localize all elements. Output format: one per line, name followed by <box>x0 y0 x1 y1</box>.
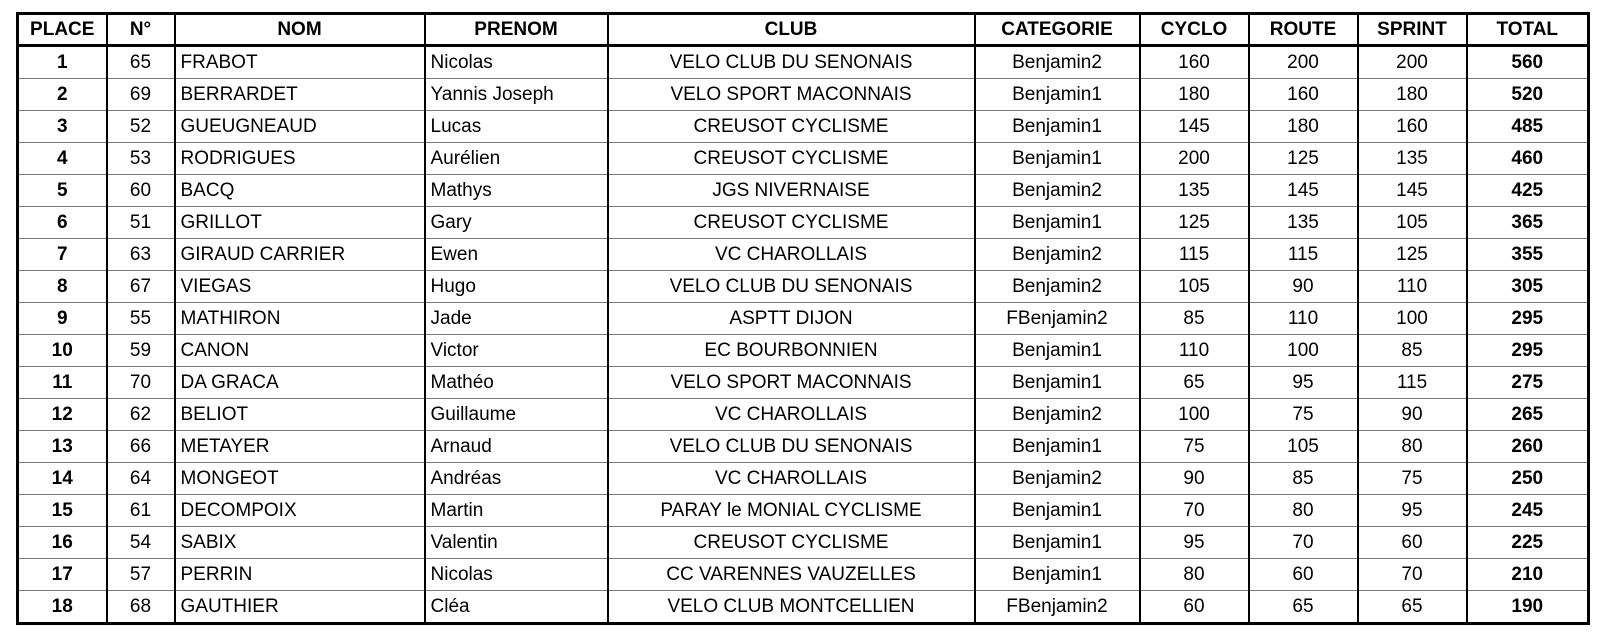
cell-sprint: 160 <box>1358 111 1467 143</box>
cell-number: 68 <box>107 591 175 624</box>
table-row <box>18 399 1589 431</box>
cell-nom: GIRAUD CARRIER <box>175 239 425 271</box>
cell-prenom: Hugo <box>425 271 608 303</box>
results-body <box>18 46 1589 624</box>
table-row <box>18 271 1589 303</box>
cell-prenom: Mathéo <box>425 367 608 399</box>
cell-route: 145 <box>1249 175 1358 207</box>
cell-prenom: Arnaud <box>425 431 608 463</box>
cell-place: 18 <box>18 591 107 624</box>
cell-categorie: Benjamin2 <box>975 463 1140 495</box>
cell-prenom: Victor <box>425 335 608 367</box>
cell-club: VELO CLUB MONTCELLIEN <box>608 591 975 624</box>
cell-route: 100 <box>1249 335 1358 367</box>
cell-cyclo: 60 <box>1140 591 1249 624</box>
cell-categorie: Benjamin2 <box>975 46 1140 79</box>
results-table <box>16 12 1590 625</box>
cell-number: 61 <box>107 495 175 527</box>
cell-cyclo: 100 <box>1140 399 1249 431</box>
cell-cyclo: 95 <box>1140 527 1249 559</box>
cell-cyclo: 85 <box>1140 303 1249 335</box>
cell-number: 67 <box>107 271 175 303</box>
cell-nom: DA GRACA <box>175 367 425 399</box>
cell-club: CREUSOT CYCLISME <box>608 527 975 559</box>
cell-categorie: Benjamin1 <box>975 367 1140 399</box>
cell-place: 15 <box>18 495 107 527</box>
cell-nom: BERRARDET <box>175 79 425 111</box>
cell-nom: BACQ <box>175 175 425 207</box>
cell-total: 265 <box>1467 399 1589 431</box>
cell-number: 62 <box>107 399 175 431</box>
cell-place: 7 <box>18 239 107 271</box>
cell-cyclo: 115 <box>1140 239 1249 271</box>
cell-total: 305 <box>1467 271 1589 303</box>
cell-number: 54 <box>107 527 175 559</box>
cell-sprint: 85 <box>1358 335 1467 367</box>
header-club: CLUB <box>608 14 975 46</box>
cell-total: 210 <box>1467 559 1589 591</box>
cell-total: 295 <box>1467 335 1589 367</box>
cell-route: 65 <box>1249 591 1358 624</box>
cell-cyclo: 110 <box>1140 335 1249 367</box>
header-total: TOTAL <box>1467 14 1589 46</box>
cell-number: 60 <box>107 175 175 207</box>
cell-place: 8 <box>18 271 107 303</box>
cell-categorie: Benjamin1 <box>975 495 1140 527</box>
cell-sprint: 95 <box>1358 495 1467 527</box>
cell-route: 105 <box>1249 431 1358 463</box>
table-row <box>18 303 1589 335</box>
cell-cyclo: 180 <box>1140 79 1249 111</box>
table-row <box>18 79 1589 111</box>
header-place: PLACE <box>18 14 107 46</box>
cell-route: 200 <box>1249 46 1358 79</box>
cell-prenom: Jade <box>425 303 608 335</box>
table-row <box>18 559 1589 591</box>
cell-club: CREUSOT CYCLISME <box>608 207 975 239</box>
cell-place: 12 <box>18 399 107 431</box>
cell-cyclo: 160 <box>1140 46 1249 79</box>
results-table-container <box>16 12 1587 625</box>
cell-sprint: 90 <box>1358 399 1467 431</box>
cell-nom: SABIX <box>175 527 425 559</box>
cell-categorie: Benjamin2 <box>975 175 1140 207</box>
cell-number: 59 <box>107 335 175 367</box>
cell-total: 425 <box>1467 175 1589 207</box>
cell-sprint: 200 <box>1358 46 1467 79</box>
cell-nom: MONGEOT <box>175 463 425 495</box>
cell-sprint: 180 <box>1358 79 1467 111</box>
cell-club: JGS NIVERNAISE <box>608 175 975 207</box>
cell-route: 60 <box>1249 559 1358 591</box>
cell-categorie: Benjamin2 <box>975 239 1140 271</box>
cell-total: 190 <box>1467 591 1589 624</box>
cell-club: CREUSOT CYCLISME <box>608 143 975 175</box>
cell-sprint: 105 <box>1358 207 1467 239</box>
cell-sprint: 75 <box>1358 463 1467 495</box>
cell-sprint: 60 <box>1358 527 1467 559</box>
cell-categorie: FBenjamin2 <box>975 303 1140 335</box>
cell-club: CREUSOT CYCLISME <box>608 111 975 143</box>
table-row <box>18 46 1589 79</box>
cell-route: 115 <box>1249 239 1358 271</box>
cell-categorie: Benjamin2 <box>975 271 1140 303</box>
cell-prenom: Cléa <box>425 591 608 624</box>
cell-sprint: 135 <box>1358 143 1467 175</box>
cell-prenom: Lucas <box>425 111 608 143</box>
cell-club: VC CHAROLLAIS <box>608 463 975 495</box>
cell-number: 64 <box>107 463 175 495</box>
cell-number: 52 <box>107 111 175 143</box>
cell-club: VC CHAROLLAIS <box>608 399 975 431</box>
cell-nom: DECOMPOIX <box>175 495 425 527</box>
header-row <box>18 14 1589 46</box>
cell-prenom: Yannis Joseph <box>425 79 608 111</box>
cell-categorie: Benjamin1 <box>975 111 1140 143</box>
cell-number: 69 <box>107 79 175 111</box>
cell-place: 3 <box>18 111 107 143</box>
cell-total: 245 <box>1467 495 1589 527</box>
cell-cyclo: 145 <box>1140 111 1249 143</box>
cell-sprint: 70 <box>1358 559 1467 591</box>
cell-cyclo: 70 <box>1140 495 1249 527</box>
header-prenom: PRENOM <box>425 14 608 46</box>
cell-sprint: 100 <box>1358 303 1467 335</box>
cell-nom: CANON <box>175 335 425 367</box>
cell-categorie: Benjamin1 <box>975 527 1140 559</box>
cell-total: 365 <box>1467 207 1589 239</box>
cell-total: 295 <box>1467 303 1589 335</box>
cell-total: 520 <box>1467 79 1589 111</box>
header-nom: NOM <box>175 14 425 46</box>
cell-prenom: Valentin <box>425 527 608 559</box>
header-sprint: SPRINT <box>1358 14 1467 46</box>
cell-place: 16 <box>18 527 107 559</box>
cell-route: 75 <box>1249 399 1358 431</box>
cell-club: VELO CLUB DU SENONAIS <box>608 271 975 303</box>
cell-cyclo: 105 <box>1140 271 1249 303</box>
cell-total: 560 <box>1467 46 1589 79</box>
cell-route: 125 <box>1249 143 1358 175</box>
cell-categorie: Benjamin2 <box>975 399 1140 431</box>
cell-place: 1 <box>18 46 107 79</box>
cell-club: VC CHAROLLAIS <box>608 239 975 271</box>
cell-total: 225 <box>1467 527 1589 559</box>
header-route: ROUTE <box>1249 14 1358 46</box>
table-row <box>18 335 1589 367</box>
table-row <box>18 207 1589 239</box>
cell-cyclo: 200 <box>1140 143 1249 175</box>
cell-sprint: 80 <box>1358 431 1467 463</box>
cell-prenom: Andréas <box>425 463 608 495</box>
cell-club: CC VARENNES VAUZELLES <box>608 559 975 591</box>
cell-nom: GAUTHIER <box>175 591 425 624</box>
cell-club: VELO SPORT MACONNAIS <box>608 79 975 111</box>
cell-club: VELO CLUB DU SENONAIS <box>608 46 975 79</box>
cell-total: 485 <box>1467 111 1589 143</box>
cell-place: 2 <box>18 79 107 111</box>
cell-place: 9 <box>18 303 107 335</box>
cell-place: 4 <box>18 143 107 175</box>
cell-nom: METAYER <box>175 431 425 463</box>
cell-number: 51 <box>107 207 175 239</box>
cell-nom: VIEGAS <box>175 271 425 303</box>
cell-sprint: 115 <box>1358 367 1467 399</box>
cell-route: 180 <box>1249 111 1358 143</box>
table-row <box>18 175 1589 207</box>
cell-categorie: Benjamin1 <box>975 335 1140 367</box>
cell-nom: BELIOT <box>175 399 425 431</box>
cell-number: 65 <box>107 46 175 79</box>
cell-route: 135 <box>1249 207 1358 239</box>
table-row <box>18 367 1589 399</box>
cell-place: 6 <box>18 207 107 239</box>
cell-route: 160 <box>1249 79 1358 111</box>
cell-route: 70 <box>1249 527 1358 559</box>
cell-nom: GRILLOT <box>175 207 425 239</box>
table-row <box>18 431 1589 463</box>
cell-prenom: Martin <box>425 495 608 527</box>
table-row <box>18 591 1589 624</box>
cell-club: PARAY le MONIAL CYCLISME <box>608 495 975 527</box>
cell-number: 55 <box>107 303 175 335</box>
cell-prenom: Nicolas <box>425 559 608 591</box>
cell-nom: FRABOT <box>175 46 425 79</box>
cell-prenom: Ewen <box>425 239 608 271</box>
table-row <box>18 495 1589 527</box>
cell-sprint: 110 <box>1358 271 1467 303</box>
table-row <box>18 463 1589 495</box>
cell-prenom: Mathys <box>425 175 608 207</box>
cell-prenom: Aurélien <box>425 143 608 175</box>
cell-route: 85 <box>1249 463 1358 495</box>
cell-nom: RODRIGUES <box>175 143 425 175</box>
cell-prenom: Nicolas <box>425 46 608 79</box>
cell-club: EC BOURBONNIEN <box>608 335 975 367</box>
cell-total: 250 <box>1467 463 1589 495</box>
cell-cyclo: 75 <box>1140 431 1249 463</box>
cell-number: 70 <box>107 367 175 399</box>
cell-prenom: Guillaume <box>425 399 608 431</box>
cell-categorie: Benjamin1 <box>975 79 1140 111</box>
cell-club: VELO SPORT MACONNAIS <box>608 367 975 399</box>
cell-route: 90 <box>1249 271 1358 303</box>
cell-categorie: FBenjamin2 <box>975 591 1140 624</box>
cell-cyclo: 125 <box>1140 207 1249 239</box>
cell-route: 110 <box>1249 303 1358 335</box>
header-number: N° <box>107 14 175 46</box>
cell-route: 95 <box>1249 367 1358 399</box>
cell-nom: GUEUGNEAUD <box>175 111 425 143</box>
cell-number: 57 <box>107 559 175 591</box>
cell-cyclo: 135 <box>1140 175 1249 207</box>
cell-cyclo: 90 <box>1140 463 1249 495</box>
cell-number: 66 <box>107 431 175 463</box>
cell-sprint: 145 <box>1358 175 1467 207</box>
cell-categorie: Benjamin1 <box>975 559 1140 591</box>
cell-nom: PERRIN <box>175 559 425 591</box>
cell-nom: MATHIRON <box>175 303 425 335</box>
cell-number: 53 <box>107 143 175 175</box>
table-row <box>18 111 1589 143</box>
cell-cyclo: 65 <box>1140 367 1249 399</box>
cell-place: 10 <box>18 335 107 367</box>
cell-place: 17 <box>18 559 107 591</box>
cell-cyclo: 80 <box>1140 559 1249 591</box>
cell-number: 63 <box>107 239 175 271</box>
header-categorie: CATEGORIE <box>975 14 1140 46</box>
cell-sprint: 65 <box>1358 591 1467 624</box>
cell-total: 260 <box>1467 431 1589 463</box>
cell-place: 11 <box>18 367 107 399</box>
cell-place: 5 <box>18 175 107 207</box>
header-cyclo: CYCLO <box>1140 14 1249 46</box>
cell-categorie: Benjamin1 <box>975 143 1140 175</box>
cell-place: 14 <box>18 463 107 495</box>
cell-prenom: Gary <box>425 207 608 239</box>
cell-club: VELO CLUB DU SENONAIS <box>608 431 975 463</box>
table-row <box>18 143 1589 175</box>
cell-total: 275 <box>1467 367 1589 399</box>
cell-total: 460 <box>1467 143 1589 175</box>
cell-categorie: Benjamin1 <box>975 207 1140 239</box>
cell-categorie: Benjamin1 <box>975 431 1140 463</box>
cell-club: ASPTT DIJON <box>608 303 975 335</box>
table-row <box>18 239 1589 271</box>
cell-sprint: 125 <box>1358 239 1467 271</box>
cell-route: 80 <box>1249 495 1358 527</box>
cell-total: 355 <box>1467 239 1589 271</box>
cell-place: 13 <box>18 431 107 463</box>
table-row <box>18 527 1589 559</box>
